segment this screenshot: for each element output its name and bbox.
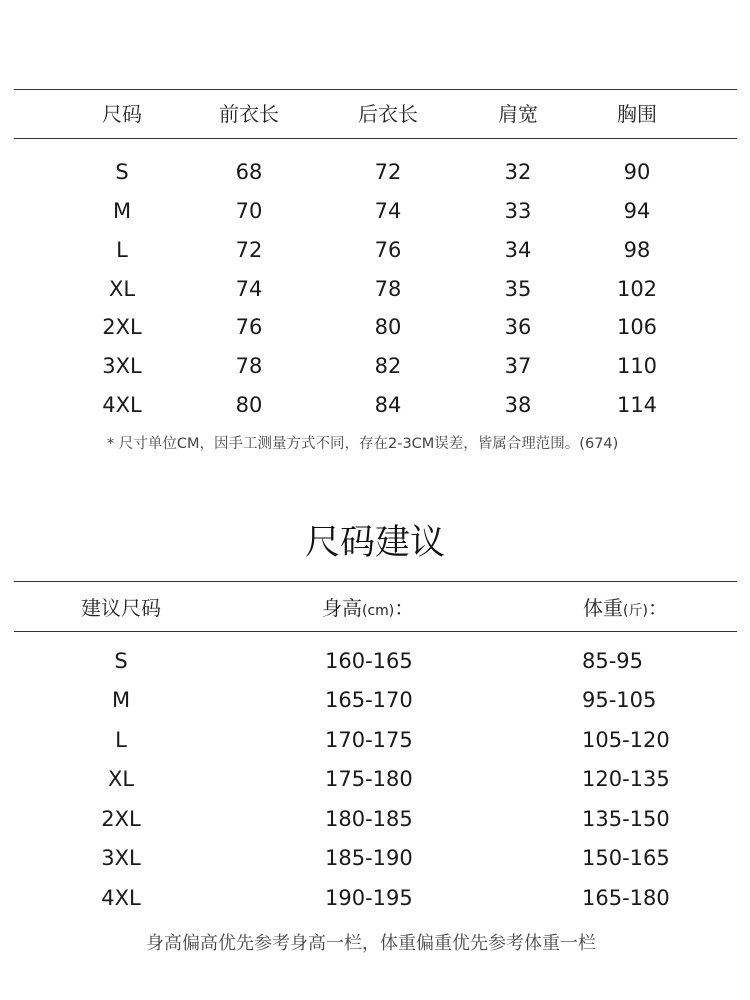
- header-recommended-size: 建议尺码: [81, 596, 161, 620]
- header-back-length: 后衣长: [358, 102, 418, 126]
- header-weight-unit: (斤): [623, 603, 648, 619]
- header-height-label: 身高: [322, 596, 362, 620]
- top-divider: [14, 89, 737, 90]
- front-length-cell: 70: [235, 199, 263, 223]
- height-range-cell: 185-190: [325, 846, 413, 870]
- size-cell: 4XL: [102, 393, 142, 417]
- recommendation-top-divider: [14, 581, 737, 582]
- size-cell: L: [116, 238, 128, 262]
- recommendation-header-divider: [14, 631, 737, 632]
- recommended-size-cell: 4XL: [101, 886, 141, 910]
- shoulder-width-cell: 37: [504, 354, 532, 378]
- recommended-size-cell: XL: [107, 767, 135, 791]
- chest-cell: 114: [616, 393, 658, 417]
- chest-cell: 94: [623, 199, 651, 223]
- chest-cell: 102: [616, 277, 658, 301]
- weight-range-cell: 150-165: [582, 846, 670, 870]
- header-height: [322, 598, 414, 618]
- chest-cell: 110: [616, 354, 658, 378]
- height-range-cell: 165-170: [325, 688, 413, 712]
- shoulder-width-cell: 38: [504, 393, 532, 417]
- height-range-cell: 160-165: [325, 649, 413, 673]
- back-length-cell: 78: [374, 277, 402, 301]
- header-size: 尺码: [102, 102, 142, 126]
- header-shoulder-width: 肩宽: [498, 102, 538, 126]
- back-length-cell: 82: [374, 354, 402, 378]
- header-chest: 胸围: [617, 102, 657, 126]
- size-cell: XL: [108, 277, 136, 301]
- back-length-cell: 72: [374, 160, 402, 184]
- header-front-length: 前衣长: [219, 102, 279, 126]
- back-length-cell: 76: [374, 238, 402, 262]
- weight-range-cell: 95-105: [582, 688, 657, 712]
- weight-range-cell: 105-120: [582, 728, 670, 752]
- measurement-note: * 尺寸单位CM，因手工测量方式不同，存在2-3CM误差，皆属合理范围。(674): [107, 436, 619, 452]
- front-length-cell: 74: [235, 277, 263, 301]
- header-weight-suffix: ：: [647, 596, 668, 620]
- header-height-suffix: ：: [394, 596, 415, 620]
- chest-cell: 90: [623, 160, 651, 184]
- chest-cell: 98: [623, 238, 651, 262]
- shoulder-width-cell: 32: [504, 160, 532, 184]
- back-length-cell: 74: [374, 199, 402, 223]
- size-cell: 2XL: [102, 315, 142, 339]
- weight-range-cell: 85-95: [582, 649, 644, 673]
- height-range-cell: 180-185: [325, 807, 413, 831]
- back-length-cell: 84: [374, 393, 402, 417]
- shoulder-width-cell: 36: [504, 315, 532, 339]
- size-cell: 3XL: [102, 354, 142, 378]
- weight-range-cell: 135-150: [582, 807, 670, 831]
- height-range-cell: 175-180: [325, 767, 413, 791]
- shoulder-width-cell: 34: [504, 238, 532, 262]
- size-cell: S: [115, 160, 129, 184]
- recommended-size-cell: 3XL: [101, 846, 141, 870]
- chest-cell: 106: [616, 315, 658, 339]
- front-length-cell: 76: [235, 315, 263, 339]
- header-weight-label: 体重: [583, 596, 623, 620]
- header-weight: [583, 598, 668, 618]
- height-range-cell: 170-175: [325, 728, 413, 752]
- front-length-cell: 78: [235, 354, 263, 378]
- recommendation-title: 尺码建议: [304, 523, 446, 563]
- shoulder-width-cell: 33: [504, 199, 532, 223]
- recommended-size-cell: M: [111, 688, 131, 712]
- header-divider: [14, 138, 737, 139]
- recommended-size-cell: S: [114, 649, 128, 673]
- shoulder-width-cell: 35: [504, 277, 532, 301]
- recommendation-footer-note: 身高偏高优先参考身高一栏，体重偏重优先参考体重一栏: [146, 933, 596, 954]
- back-length-cell: 80: [374, 315, 402, 339]
- recommended-size-cell: L: [115, 728, 127, 752]
- front-length-cell: 80: [235, 393, 263, 417]
- height-range-cell: 190-195: [325, 886, 413, 910]
- header-height-unit: (cm): [362, 603, 395, 619]
- weight-range-cell: 165-180: [582, 886, 670, 910]
- front-length-cell: 72: [235, 238, 263, 262]
- weight-range-cell: 120-135: [582, 767, 670, 791]
- front-length-cell: 68: [235, 160, 263, 184]
- size-cell: M: [112, 199, 132, 223]
- recommended-size-cell: 2XL: [101, 807, 141, 831]
